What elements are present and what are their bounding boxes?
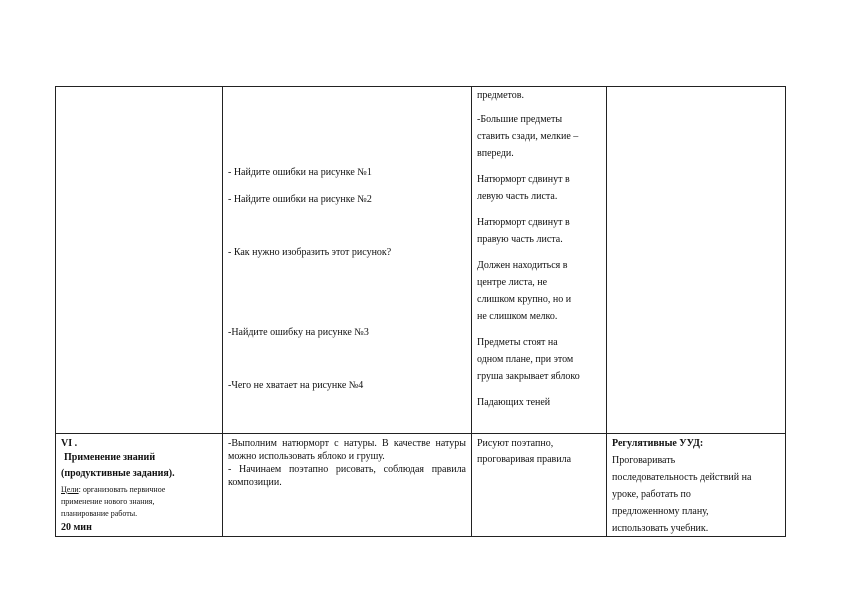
- row1-stage-cell: [55, 86, 223, 434]
- answer-6-line-1: Предметы стоят на: [477, 337, 558, 348]
- answer-2-line-3: впереди.: [477, 148, 514, 159]
- answer-5-line-4: не слишком мелко.: [477, 311, 558, 322]
- question-4: -Найдите ошибку на рисунке №3: [228, 327, 369, 338]
- answer-4-line-1: Натюрморт сдвинут в: [477, 217, 570, 228]
- question-5: -Чего не хватает на рисунке №4: [228, 380, 364, 391]
- stage-title-line-2: (продуктивные задания).: [61, 468, 175, 479]
- answer-1-line-1: предметов.: [477, 90, 524, 101]
- answer-7-line-1: Падающих теней: [477, 397, 551, 408]
- row2-stage-cell: [55, 433, 223, 537]
- answer-6-line-3: груша закрывает яблоко: [477, 371, 580, 382]
- stage-goals-line-1: Цели: организовать первичное: [61, 485, 166, 494]
- answer-4-line-2: правую часть листа.: [477, 234, 563, 245]
- question-2: - Найдите ошибки на рисунке №2: [228, 194, 372, 205]
- row1-uud-cell: [606, 86, 786, 434]
- row2-teacher-cell: [222, 433, 472, 537]
- answer-5-line-2: центре листа, не: [477, 277, 548, 288]
- teacher-activity-1: -Выполним натюрморт с натуры. В качестве натуры можно использовать яблоко и грушу.: [228, 438, 466, 462]
- question-3: - Как нужно изобразить этот рисунок?: [228, 247, 392, 258]
- uud-line-5: использовать учебник.: [612, 523, 709, 534]
- row1-students-cell: [471, 86, 607, 434]
- uud-title: Регулятивные УУД:: [612, 438, 704, 449]
- question-1: - Найдите ошибки на рисунке №1: [228, 167, 372, 178]
- stage-goals-line-2: применение нового знания,: [61, 497, 155, 506]
- answer-3-line-1: Натюрморт сдвинут в: [477, 174, 570, 185]
- uud-line-3: уроке, работать по: [612, 489, 691, 500]
- stage-goals-line-3: планирование работы.: [61, 509, 138, 518]
- students-activity-line-2: проговаривая правила: [477, 454, 572, 465]
- answer-6-line-2: одном плане, при этом: [477, 354, 574, 365]
- answer-5-line-3: слишком крупно, но и: [477, 294, 572, 305]
- uud-line-2: последовательность действий на: [612, 472, 752, 483]
- row2-uud-cell: [606, 433, 786, 537]
- answer-5-line-1: Должен находиться в: [477, 260, 568, 271]
- row1-teacher-cell: [222, 86, 472, 434]
- students-activity-line-1: Рисуют поэтапно,: [477, 438, 554, 449]
- stage-number: VI .: [61, 438, 78, 449]
- answer-3-line-2: левую часть листа.: [477, 191, 558, 202]
- uud-line-4: предложенному плану,: [612, 506, 709, 517]
- teacher-activity-2: - Начинаем поэтапно рисовать, соблюдая правила композиции.: [228, 464, 466, 488]
- uud-line-1: Проговаривать: [612, 455, 676, 466]
- stage-title-line-1: Применение знаний: [64, 452, 156, 463]
- row2-students-cell: [471, 433, 607, 537]
- answer-2-line-2: ставить сзади, мелкие –: [477, 131, 579, 142]
- stage-time: 20 мин: [61, 522, 92, 533]
- answer-2-line-1: -Большие предметы: [477, 114, 563, 125]
